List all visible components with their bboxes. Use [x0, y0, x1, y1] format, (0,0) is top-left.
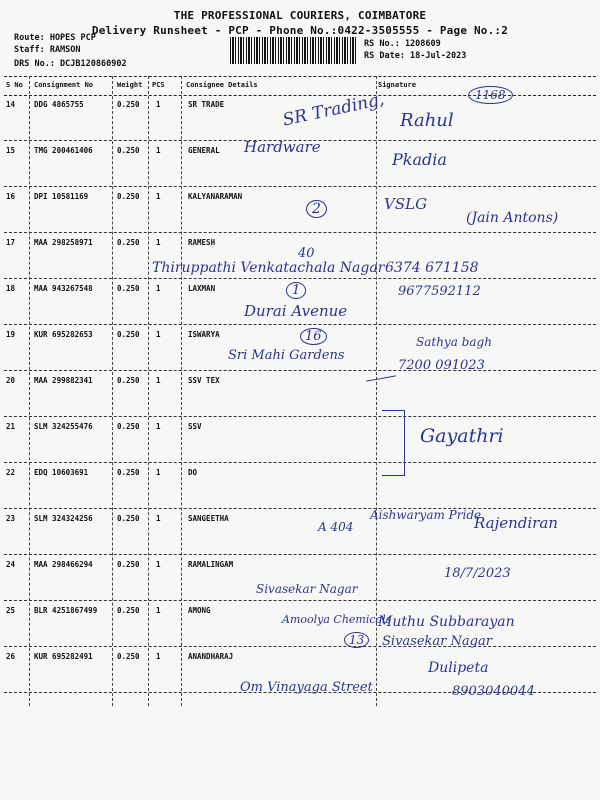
- handwriting: Om Vinayaga Street: [240, 680, 373, 695]
- col-sno: S No: [6, 81, 23, 89]
- cell-cn: KUR 695282491: [34, 652, 93, 661]
- cell-cn: DPI 10581169: [34, 192, 89, 201]
- cell-consignee: ANANDHARAJ: [188, 652, 234, 661]
- handwriting: Sivasekar Nagar: [256, 582, 358, 596]
- handwriting: Durai Avenue: [244, 302, 348, 320]
- cell-weight: 0.250: [117, 100, 140, 109]
- cell-weight: 0.250: [117, 146, 140, 155]
- cell-sno: 26: [6, 652, 16, 661]
- col-weight: Weight: [117, 81, 143, 89]
- cell-pcs: 1: [156, 606, 161, 615]
- handwriting: SR Trading,: [281, 89, 386, 131]
- cell-pcs: 1: [156, 284, 161, 293]
- cell-pcs: 1: [156, 652, 161, 661]
- cell-pcs: 1: [156, 514, 161, 523]
- handwriting-circle: 13: [344, 632, 369, 648]
- handwriting-circle: 2: [306, 200, 327, 218]
- cell-weight: 0.250: [117, 376, 140, 385]
- handwriting: 9677592112: [398, 284, 481, 299]
- cell-cn: MAA 943267548: [34, 284, 93, 293]
- cell-consignee: DO: [188, 468, 198, 477]
- cell-cn: EDQ 10603691: [34, 468, 89, 477]
- cell-pcs: 1: [156, 560, 161, 569]
- handwriting: 6374 671158: [385, 260, 479, 276]
- handwriting: Hardware: [244, 138, 321, 156]
- cell-sno: 17: [6, 238, 16, 247]
- cell-pcs: 1: [156, 192, 161, 201]
- cell-pcs: 1: [156, 376, 161, 385]
- cell-consignee: LAXMAN: [188, 284, 216, 293]
- cell-cn: SLM 324255476: [34, 422, 93, 431]
- barcode: [230, 37, 358, 64]
- cell-weight: 0.250: [117, 284, 140, 293]
- handwriting: Muthu Subbarayan: [378, 614, 515, 630]
- cell-consignee: AMONG: [188, 606, 211, 615]
- handwriting: 8903040044: [452, 684, 535, 699]
- rs-number: RS No.: 1208609: [364, 39, 441, 49]
- handwriting-circle: 1: [286, 282, 306, 299]
- drs-number: DRS No.: DCJB120860902: [14, 59, 127, 69]
- cell-sno: 15: [6, 146, 16, 155]
- cell-cn: KUR 695282653: [34, 330, 93, 339]
- cell-cn: MAA 299882341: [34, 376, 93, 385]
- handwriting: VSLG: [384, 195, 428, 213]
- col-consignment: Consignment No: [34, 81, 94, 89]
- handwriting: (Jain Antons): [466, 210, 559, 226]
- cell-consignee: SR TRADE: [188, 100, 225, 109]
- runsheet-subtitle: Delivery Runsheet - PCP - Phone No.:0422-3505555 - Page No.:2: [91, 24, 509, 37]
- cell-weight: 0.250: [117, 330, 140, 339]
- cell-sno: 23: [6, 514, 16, 523]
- cell-sno: 19: [6, 330, 16, 339]
- cell-pcs: 1: [156, 238, 161, 247]
- cell-consignee: KALYANARAMAN: [188, 192, 243, 201]
- cell-cn: MAA 298258971: [34, 238, 93, 247]
- cell-sno: 18: [6, 284, 16, 293]
- cell-sno: 21: [6, 422, 16, 431]
- route-label: Route: HOPES PCP: [14, 33, 96, 43]
- cell-pcs: 1: [156, 330, 161, 339]
- handwriting: Pkadia: [392, 150, 447, 169]
- cell-pcs: 1: [156, 100, 161, 109]
- handwriting: Amoolya Chemicals: [282, 613, 392, 626]
- cell-cn: MAA 298466294: [34, 560, 93, 569]
- col-pcs: PCS: [152, 81, 165, 89]
- handwriting: Dulipeta: [428, 660, 489, 676]
- handwriting: 1168: [468, 86, 513, 104]
- cell-sno: 24: [6, 560, 16, 569]
- handwriting: Thiruppathi Venkatachala Nagar: [152, 260, 385, 276]
- handwriting: A 404: [318, 520, 354, 534]
- cell-weight: 0.250: [117, 468, 140, 477]
- handwriting: Aishwaryam Pride: [370, 508, 482, 522]
- staff-label: Staff: RAMSON: [14, 45, 81, 55]
- cell-pcs: 1: [156, 422, 161, 431]
- cell-consignee: RAMALINGAM: [188, 560, 234, 569]
- col-consignee: Consignee Details: [186, 81, 258, 89]
- cell-weight: 0.250: [117, 652, 140, 661]
- handwriting-circle: 16: [300, 328, 327, 345]
- table-row: [4, 370, 596, 417]
- cell-weight: 0.250: [117, 238, 140, 247]
- handwriting: Rajendiran: [474, 514, 558, 532]
- cell-cn: TMG 200461406: [34, 146, 93, 155]
- cell-weight: 0.250: [117, 606, 140, 615]
- handwriting-bracket: [382, 410, 405, 476]
- handwriting: 40: [298, 246, 315, 261]
- cell-sno: 25: [6, 606, 16, 615]
- col-signature: Signature: [378, 81, 416, 89]
- cell-consignee: ISWARYA: [188, 330, 220, 339]
- cell-cn: DDG 4865755: [34, 100, 84, 109]
- cell-consignee: RAMESH: [188, 238, 216, 247]
- table-row: [4, 462, 596, 509]
- cell-weight: 0.250: [117, 422, 140, 431]
- handwriting: Sathya bagh: [416, 335, 492, 349]
- cell-sno: 16: [6, 192, 16, 201]
- cell-pcs: 1: [156, 146, 161, 155]
- handwriting: 18/7/2023: [444, 566, 511, 581]
- cell-consignee: SSV TEX: [188, 376, 220, 385]
- table-row: [4, 416, 596, 463]
- handwriting: Sri Mahi Gardens: [228, 348, 345, 363]
- cell-consignee: GENERAL: [188, 146, 220, 155]
- cell-cn: SLM 324324256: [34, 514, 93, 523]
- cell-sno: 14: [6, 100, 16, 109]
- cell-consignee: SSV: [188, 422, 202, 431]
- cell-weight: 0.250: [117, 192, 140, 201]
- cell-weight: 0.250: [117, 514, 140, 523]
- handwriting: Gayathri: [420, 425, 504, 447]
- company-title: THE PROFESSIONAL COURIERS, COIMBATORE: [173, 9, 427, 22]
- handwriting: Rahul: [400, 110, 454, 131]
- handwriting: Sivasekar Nagar: [382, 634, 492, 649]
- cell-cn: BLR 4251867499: [34, 606, 98, 615]
- cell-weight: 0.250: [117, 560, 140, 569]
- cell-consignee: SANGEETHA: [188, 514, 229, 523]
- rs-date: RS Date: 18-Jul-2023: [364, 51, 467, 61]
- cell-pcs: 1: [156, 468, 161, 477]
- handwriting: 7200 091023: [398, 358, 485, 373]
- cell-sno: 22: [6, 468, 16, 477]
- cell-sno: 20: [6, 376, 16, 385]
